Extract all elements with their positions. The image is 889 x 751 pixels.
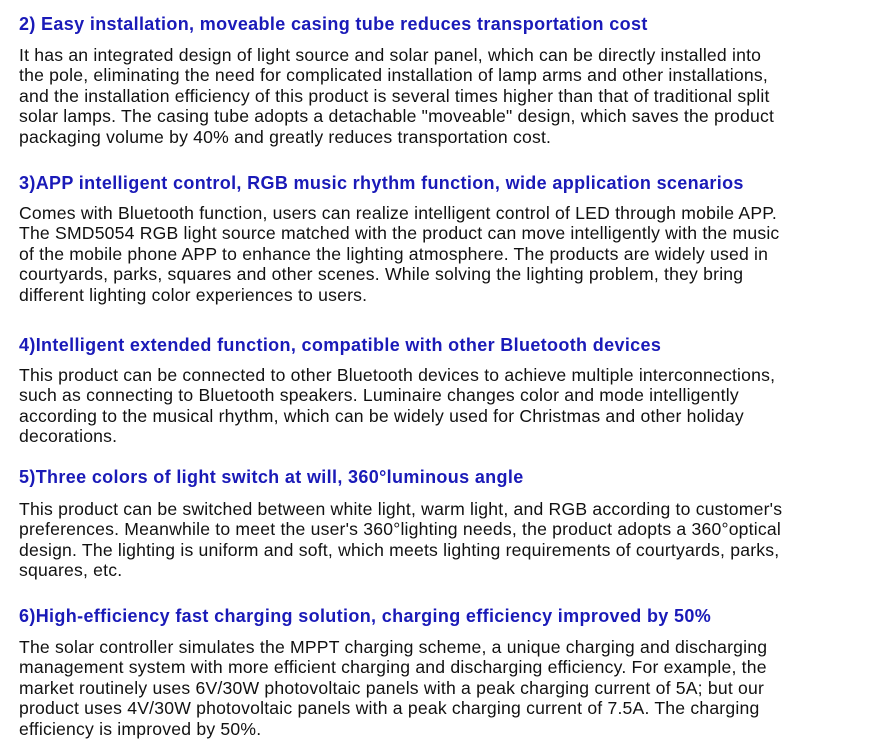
paragraph-line: decorations. [19, 426, 118, 447]
section-fast-charging [19, 606, 881, 739]
paragraph-line: of the mobile phone APP to enhance the lighting atmosphere. The products are widely used in [19, 243, 769, 264]
paragraph-line: The solar controller simulates the MPPT charging scheme, a unique charging and discharging [19, 637, 768, 657]
paragraph-line: This product can be connected to other Bluetooth devices to achieve multiple interconnections, [19, 365, 776, 385]
paragraph-line: courtyards, parks, squares and other scenes. While solving the lighting problem, they bring [19, 264, 744, 285]
section-paragraph [19, 637, 767, 739]
paragraph-line: The SMD5054 RGB light source matched with the product can move intelligently with the music [19, 223, 780, 244]
paragraph-line: market routinely uses 6V/30W photovoltaic panels with a peak charging current of 5A; but our [19, 677, 765, 698]
paragraph-line: management system with more efficient charging and discharging efficiency. For example, the [19, 657, 767, 678]
paragraph-line: It has an integrated design of light source and solar panel, which can be directly installed into [19, 45, 762, 65]
section-app-control [19, 173, 881, 305]
section-easy-installation [19, 14, 881, 147]
paragraph-line: such as connecting to Bluetooth speakers. Luminaire changes color and mode intelligently [19, 385, 739, 406]
paragraph-line: design. The lighting is uniform and soft, which meets lighting requirements of courtyards, parks, [19, 539, 780, 560]
section-bluetooth-extension [19, 335, 881, 447]
paragraph-line: squares, etc. [19, 560, 123, 581]
paragraph-line: Comes with Bluetooth function, users can realize intelligent control of LED through mobile APP. [19, 203, 778, 223]
section-three-colors [19, 467, 881, 581]
section-heading: 2) Easy installation, moveable casing tube reduces transportation cost [19, 14, 648, 34]
section-paragraph [19, 499, 782, 581]
paragraph-line: preferences. Meanwhile to meet the user's 360°lighting needs, the product adopts a 360°optical [19, 519, 781, 540]
section-paragraph [19, 45, 774, 147]
section-heading: 4)Intelligent extended function, compatible with other Bluetooth devices [19, 335, 662, 355]
paragraph-line: product uses 4V/30W photovoltaic panels with a peak charging current of 7.5A. The charging [19, 698, 760, 719]
paragraph-line: packaging volume by 40% and greatly reduces transportation cost. [19, 126, 552, 147]
section-paragraph [19, 203, 779, 305]
section-heading: 6)High-efficiency fast charging solution, charging efficiency improved by 50% [19, 606, 712, 626]
paragraph-line: efficiency is improved by 50%. [19, 718, 262, 739]
section-paragraph [19, 365, 775, 447]
section-heading: 3)APP intelligent control, RGB music rhythm function, wide application scenarios [19, 173, 744, 193]
paragraph-line: different lighting color experiences to users. [19, 284, 368, 305]
paragraph-line: solar lamps. The casing tube adopts a detachable "moveable" design, which saves the product [19, 106, 775, 127]
paragraph-line: and the installation efficiency of this product is several times higher than that of traditional split [19, 85, 770, 106]
paragraph-line: This product can be switched between white light, warm light, and RGB according to customer's [19, 499, 783, 519]
paragraph-line: the pole, eliminating the need for complicated installation of lamp arms and other installations, [19, 65, 768, 86]
paragraph-line: according to the musical rhythm, which can be widely used for Christmas and other holiday [19, 405, 744, 426]
section-heading: 5)Three colors of light switch at will, 360°luminous angle [19, 467, 524, 487]
